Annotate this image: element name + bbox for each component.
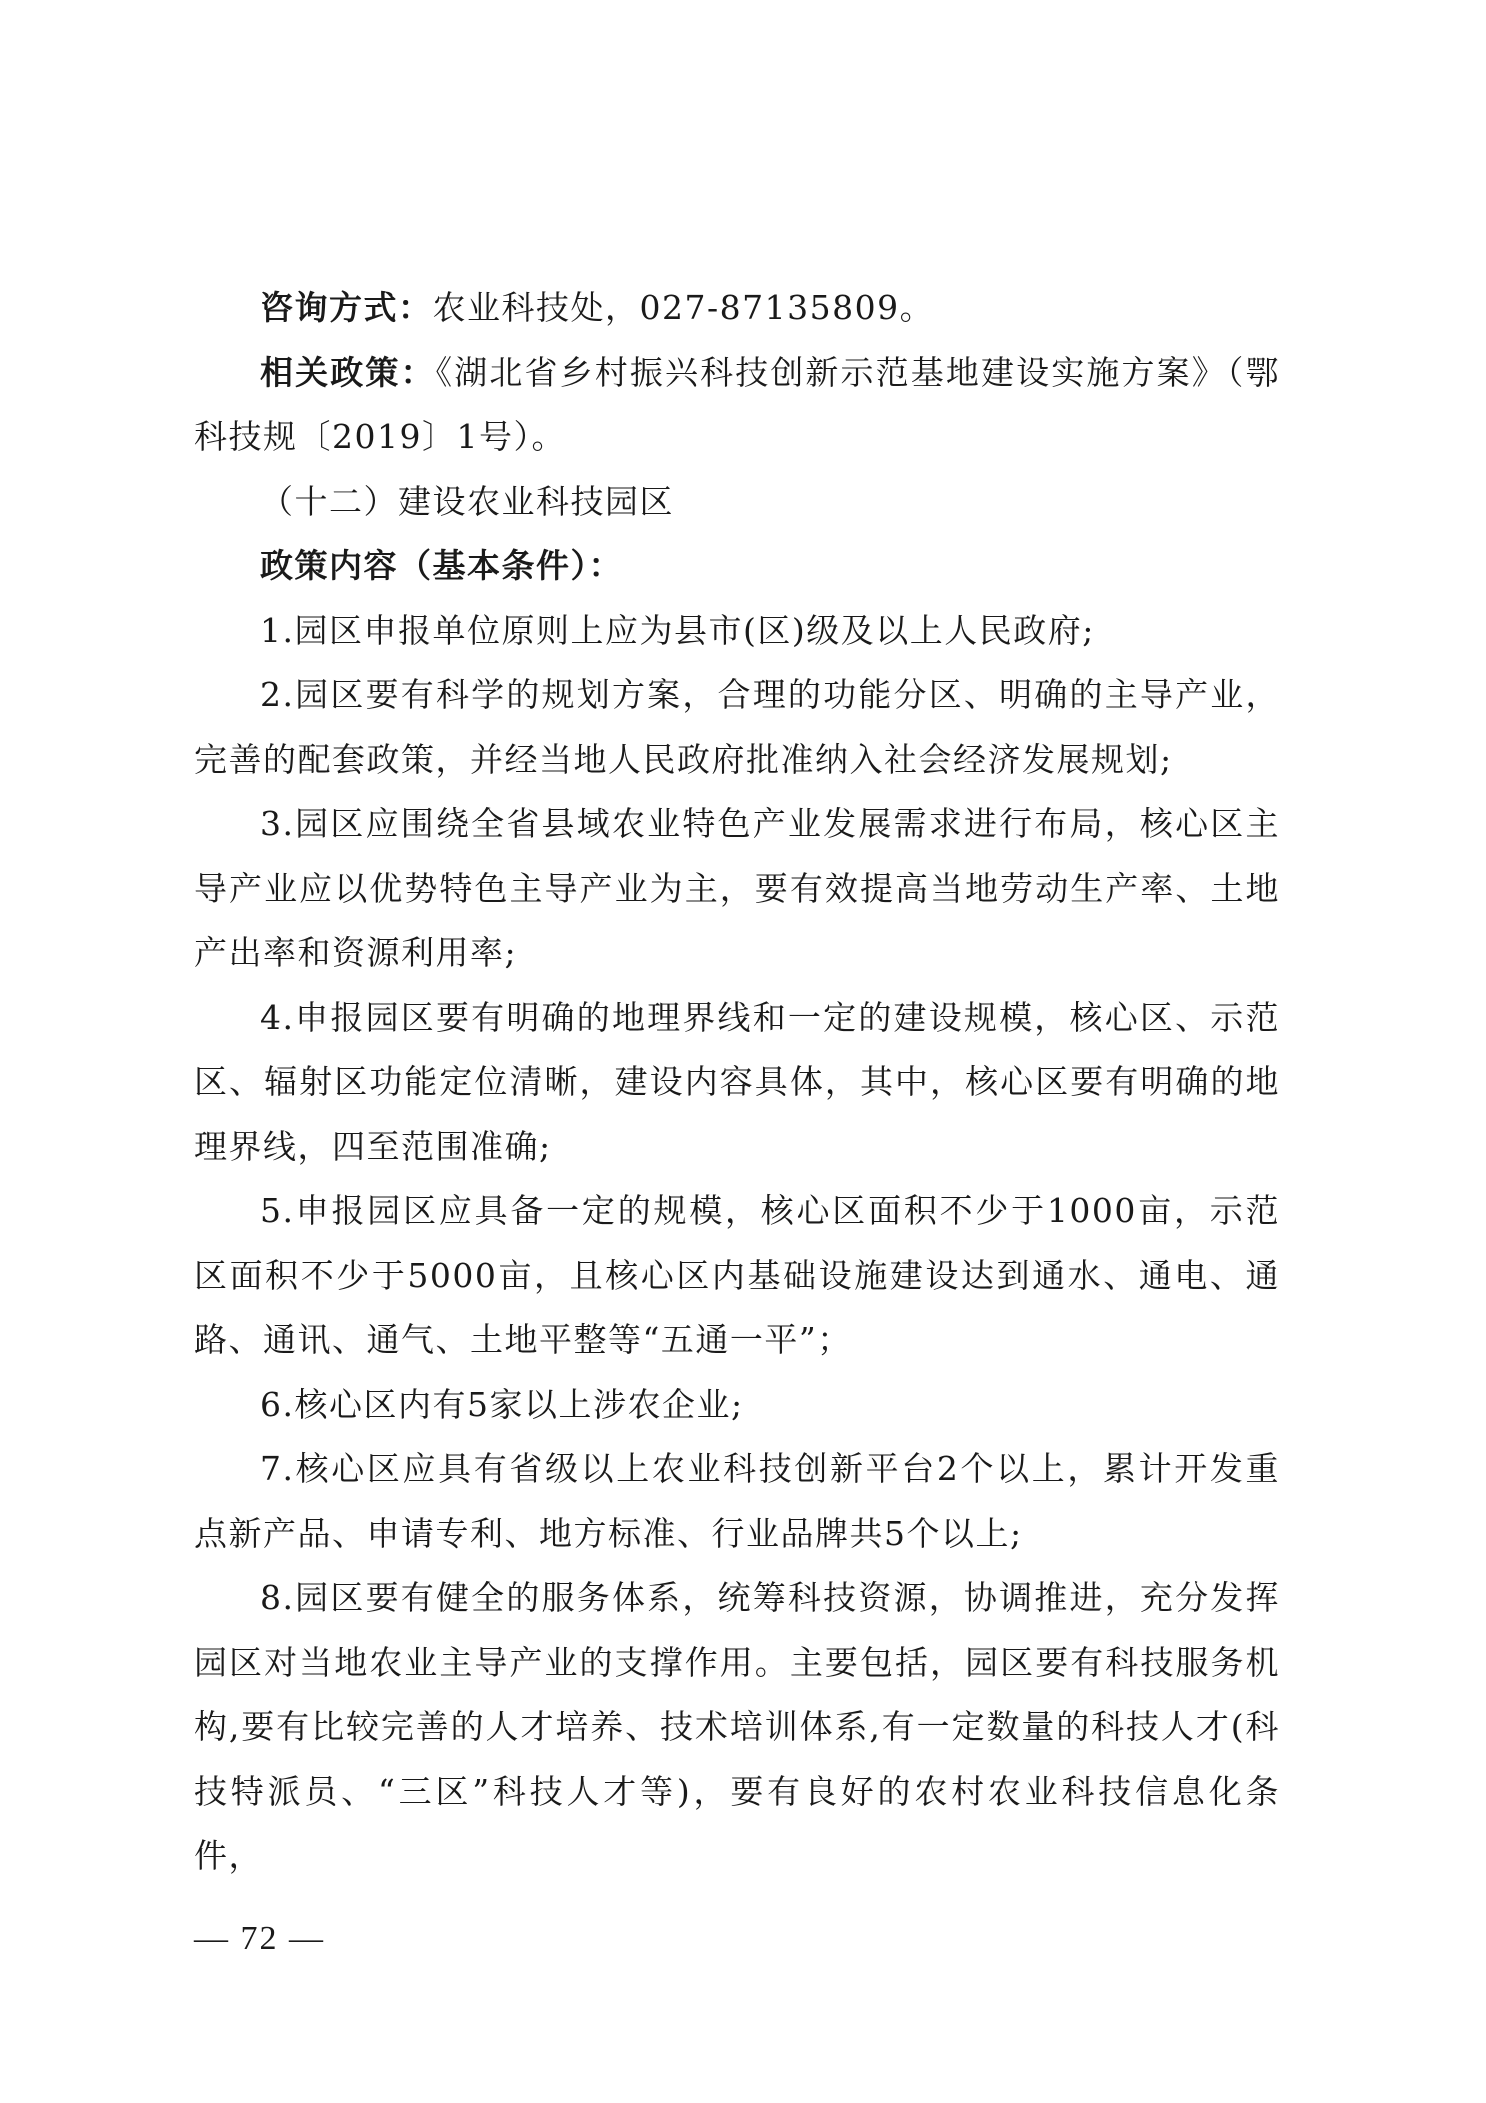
- list-item: 1.园区申报单位原则上应为县市(区)级及以上人民政府;: [260, 610, 1095, 650]
- document-body: [194, 276, 1280, 1889]
- policy-paragraph: [194, 341, 1280, 470]
- policy-text: 《湖北省乡村振兴科技创新示范基地建设实施方案》（鄂科技规〔2019〕1号）。: [194, 352, 1281, 456]
- section-title: （十二）建设农业科技园区: [260, 481, 674, 521]
- list-item: 5.申报园区应具备一定的规模，核心区面积不少于1000亩，示范区面积不少于5000亩，且核心区内基础设施建设达到通水、通电、通路、通讯、通气、土地平整等“五通一平”；: [194, 1191, 1280, 1359]
- page-number: — 72 —: [194, 1920, 325, 1957]
- list-item: 6.核心区内有5家以上涉农企业;: [260, 1384, 744, 1424]
- list-item: 8.园区要有健全的服务体系，统筹科技资源，协调推进，充分发挥园区对当地农业主导产业的支撑作用。主要包括，园区要有科技服务机构,要有比较完善的人才培养、技术培训体系,有一定数量的科技人才(科技特派员、“三区”科技人才等)，要有良好的农村农业科技信息化条件，: [194, 1578, 1280, 1875]
- list-item: 2.园区要有科学的规划方案，合理的功能分区、明确的主导产业，完善的配套政策，并经当地人民政府批准纳入社会经济发展规划;: [194, 675, 1280, 779]
- list-item: 7.核心区应具有省级以上农业科技创新平台2个以上，累计开发重点新产品、申请专利、地方标准、行业品牌共5个以上;: [194, 1449, 1280, 1553]
- list-item: 3.园区应围绕全省县域农业特色产业发展需求进行布局，核心区主导产业应以优势特色主导产业为主，要有效提高当地劳动生产率、土地产出率和资源利用率;: [194, 804, 1280, 972]
- list-item: 4.申报园区要有明确的地理界线和一定的建设规模，核心区、示范区、辐射区功能定位清晰，建设内容具体，其中，核心区要有明确的地理界线，四至范围准确;: [194, 997, 1280, 1166]
- consult-label: 咨询方式：: [260, 288, 433, 327]
- policy-label: 相关政策：: [260, 352, 436, 392]
- consult-text: 农业科技处，027-87135809。: [432, 288, 935, 327]
- content-heading: 政策内容（基本条件）：: [260, 546, 623, 585]
- consult-paragraph: [194, 276, 1280, 341]
